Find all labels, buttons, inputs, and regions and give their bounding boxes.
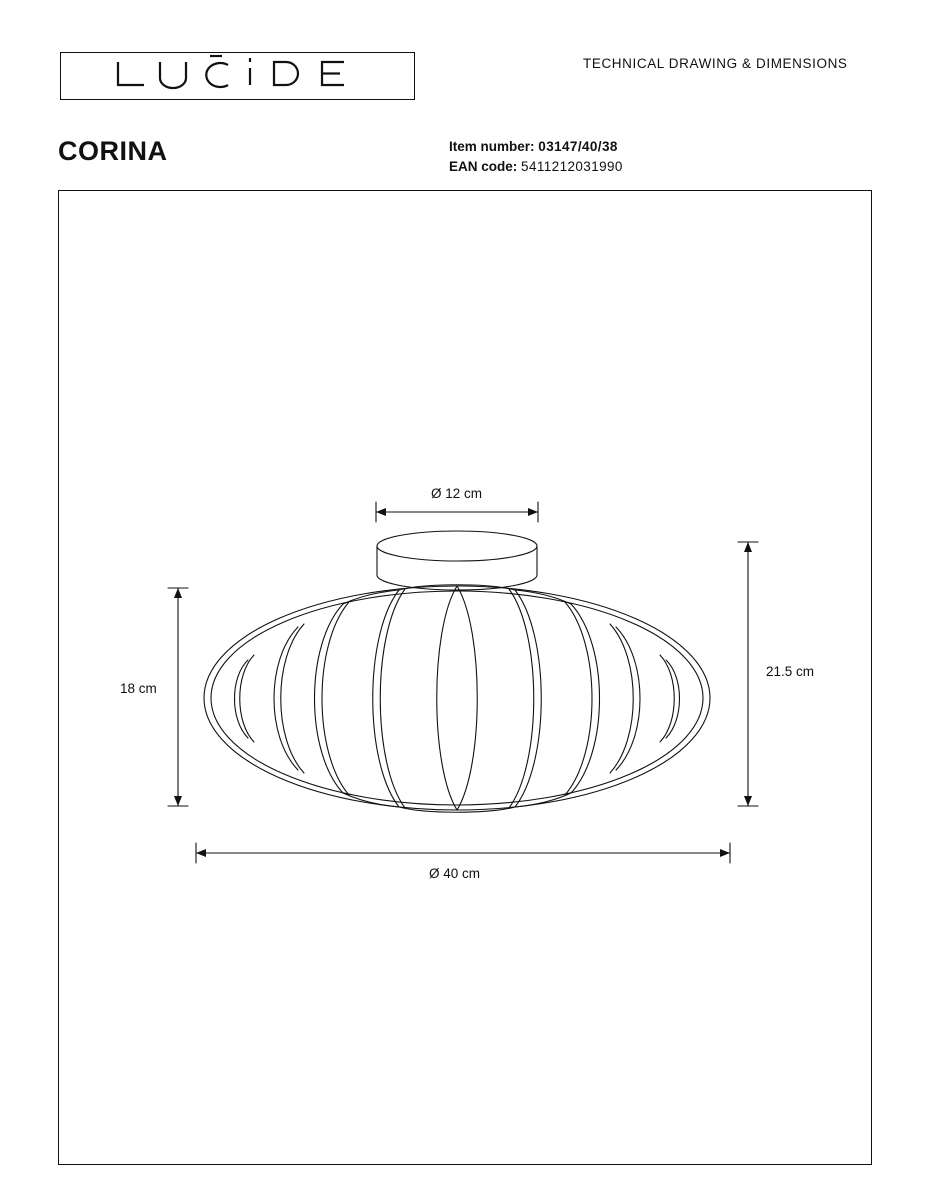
page-title: CORINA — [58, 136, 168, 166]
product-meta — [449, 137, 623, 177]
dimension-label-bottom-diameter: Ø 40 cm — [429, 866, 481, 881]
dimension-label-total-height: 21.5 cm — [766, 664, 815, 679]
shade-ribs — [235, 586, 680, 810]
lamp-shade-outline — [204, 586, 710, 810]
lucide-logo — [60, 52, 415, 100]
header-subtitle: TECHNICAL DRAWING & DIMENSIONS — [583, 56, 848, 71]
ean-label: EAN code: — [449, 159, 518, 174]
ean-value: 5411212031990 — [521, 159, 623, 174]
ceiling-mount — [377, 531, 537, 590]
technical-drawing — [58, 190, 872, 1165]
shade-top-chord — [343, 585, 571, 604]
dimension-bottom-diameter — [196, 843, 730, 863]
dimension-label-shade-height: 18 cm — [120, 681, 157, 696]
item-number-row — [449, 137, 623, 157]
dimension-top-diameter — [376, 502, 538, 522]
dimension-label-top-diameter: Ø 12 cm — [431, 486, 483, 501]
item-number-value: 03147/40/38 — [538, 139, 618, 154]
item-number-label: Item number: — [449, 139, 535, 154]
dimension-shade-height — [168, 588, 188, 806]
ean-row — [449, 157, 623, 177]
dimension-total-height — [738, 542, 758, 806]
